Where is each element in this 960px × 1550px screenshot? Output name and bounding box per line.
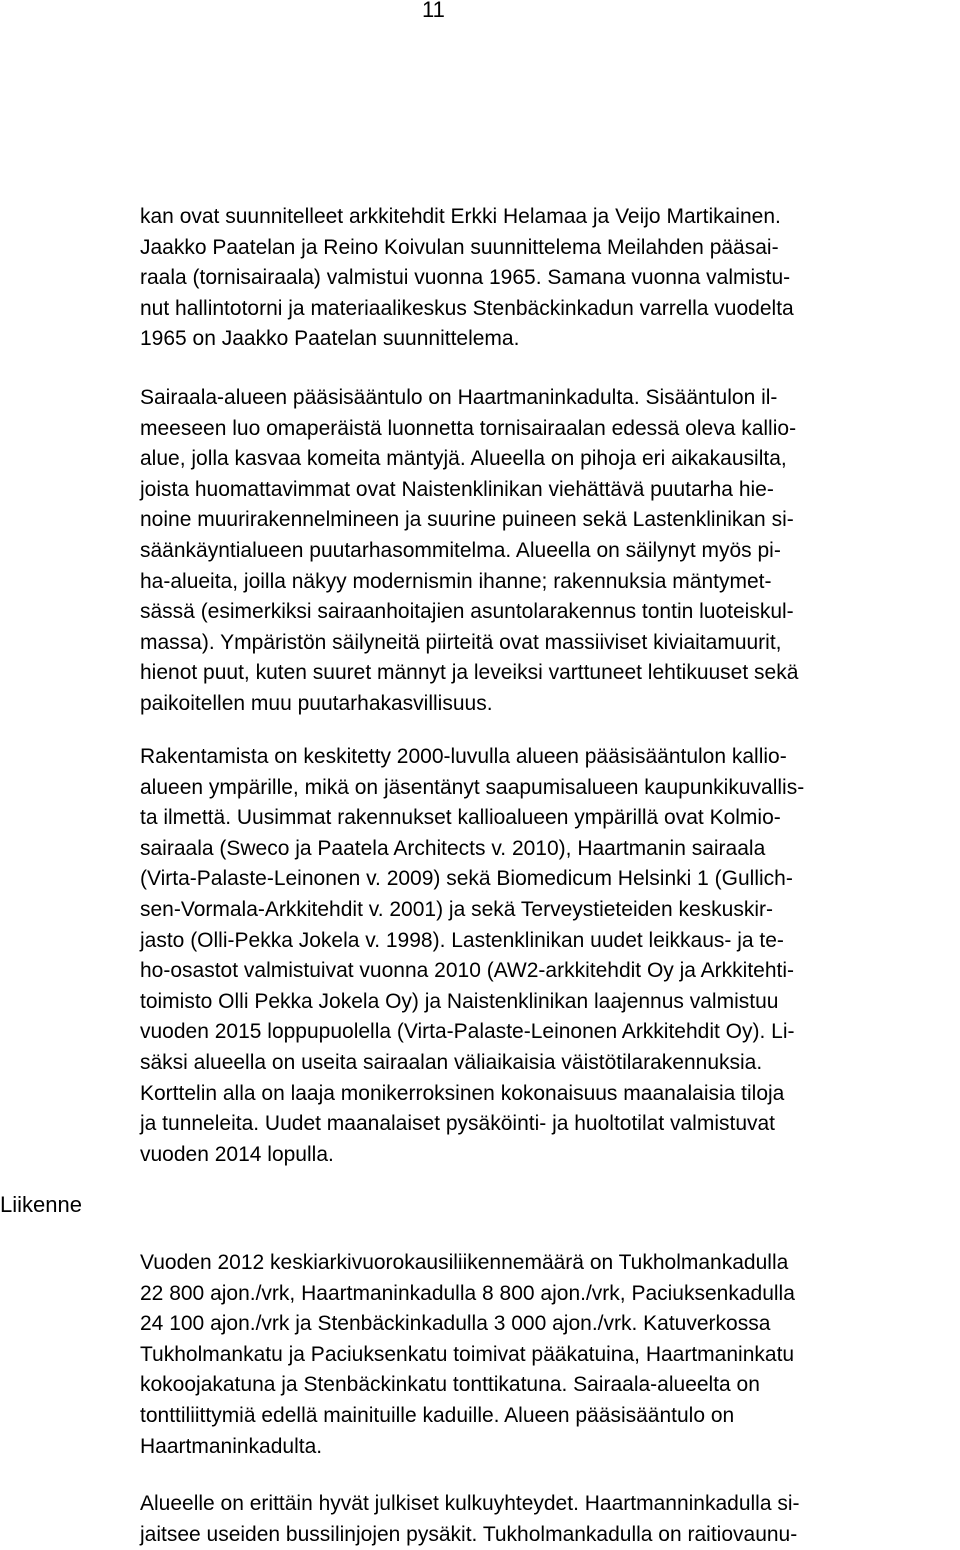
text-line: sen-Vormala-Arkkitehdit v. 2001) ja sekä Terveystieteiden keskuskir- [140, 897, 773, 921]
text-line: Tukholmankatu ja Paciuksenkatu toimivat pääkatuina, Haartmaninkatu [140, 1342, 795, 1366]
text-line: Alueelle on erittäin hyvät julkiset kulkuyhteydet. Haartmanninkadulla si- [140, 1492, 800, 1515]
text-line: Vuoden 2012 keskiarkivuorokausiliikennemäärä on Tukholmankadulla [140, 1251, 789, 1274]
text-line: Korttelin alla on laaja monikerroksinen kokonaisuus maanalaisia tiloja [140, 1081, 785, 1105]
text-line: massa). Ympäristön säilyneitä piirteitä ovat massiiviset kiviaitamuurit, [140, 630, 782, 654]
text-line: sässä (esimerkiksi sairaanhoitajien asuntolarakennus tontin luoteiskul- [140, 600, 794, 624]
text-line: 22 800 ajon./vrk, Haartmaninkadulla 8 800 ajon./vrk, Paciuksenkadulla [140, 1281, 795, 1305]
text-line: ta ilmettä. Uusimmat rakennukset kallioalueen ympärillä ovat Kolmio- [140, 806, 781, 830]
text-line: sairaala (Sweco ja Paatela Architects v. 2010), Haartmanin sairaala [140, 836, 766, 860]
text-line: kan ovat suunnitelleet arkkitehdit Erkki Helamaa ja Veijo Martikainen. [140, 205, 781, 228]
text-line: raala (tornisairaala) valmistui vuonna 1965. Samana vuonna valmistu- [140, 266, 791, 290]
text-line: Jaakko Paatelan ja Reino Koivulan suunnittelema Meilahden pääsai- [140, 235, 779, 259]
text-line: Sairaala-alueen pääsisääntulo on Haartmaninkadulta. Sisääntulon il- [140, 386, 778, 409]
text-line: Rakentamista on keskitetty 2000-luvulla alueen pääsisääntulon kallio- [140, 745, 787, 768]
text-line: 24 100 ajon./vrk ja Stenbäckinkadulla 3 000 ajon./vrk. Katuverkossa [140, 1312, 771, 1336]
text-line: noine muurirakennelmineen ja suurine puineen sekä Lastenklinikan si- [140, 508, 794, 532]
side-heading-liikenne: Liikenne [0, 1192, 82, 1217]
text-line: 1965 on Jaakko Paatelan suunnittelema. [140, 327, 520, 351]
text-line: meeseen luo omaperäistä luonnetta tornisairaalan edessä oleva kallio- [140, 416, 797, 440]
page-number: 11 [422, 0, 445, 22]
text-line: nut hallintotorni ja materiaalikeskus Stenbäckinkadun varrella vuodelta [140, 296, 794, 320]
text-line: tonttiliittymiä edellä mainituille kaduille. Alueen pääsisääntulo on [140, 1403, 735, 1427]
paragraph-main-entrance [140, 383, 960, 720]
text-line: (Virta-Palaste-Leinonen v. 2009) sekä Biomedicum Helsinki 1 (Gullich- [140, 867, 793, 891]
text-line: Haartmaninkadulta. [140, 1434, 323, 1458]
text-line: joista huomattavimmat ovat Naistenklinikan viehättävä puutarha hie- [140, 477, 774, 501]
text-line: kokoojakatuna ja Stenbäckinkatu tonttikatuna. Sairaala-alueelta on [140, 1373, 760, 1397]
text-line: toimisto Olli Pekka Jokela Oy) ja Naistenklinikan laajennus valmistuu [140, 989, 779, 1013]
text-line: paikoitellen muu puutarhakasvillisuus. [140, 691, 493, 715]
text-line: säänkäyntialueen puutarhasommitelma. Alueella on säilynyt myös pi- [140, 538, 781, 562]
paragraph-traffic-volumes [140, 1248, 960, 1462]
paragraph-construction [140, 742, 960, 1170]
text-line: vuoden 2014 lopulla. [140, 1142, 334, 1166]
paragraph-architects [140, 202, 960, 355]
text-line: jasto (Olli-Pekka Jokela v. 1998). Lastenklinikan uudet leikkaus- ja te- [140, 928, 784, 952]
text-line: vuoden 2015 loppupuolella (Virta-Palaste-Leinonen Arkkitehdit Oy). Li- [140, 1020, 795, 1044]
text-line: ja tunneleita. Uudet maanalaiset pysäköinti- ja huoltotilat valmistuvat [140, 1112, 776, 1136]
text-line: ho-osastot valmistuivat vuonna 2010 (AW2-arkkitehdit Oy ja Arkkitehti- [140, 959, 795, 983]
text-line: alueen ympärille, mikä on jäsentänyt saapumisalueen kaupunkikuvallis- [140, 775, 805, 799]
paragraph-public-transport [140, 1489, 960, 1550]
text-line: säksi alueella on useita sairaalan väliaikaisia väistötilarakennuksia. [140, 1050, 763, 1074]
text-line: jaitsee useiden bussilinjojen pysäkit. Tukholmankadulla on raitiovaunu- [140, 1522, 798, 1546]
text-line: hienot puut, kuten suuret männyt ja leveiksi varttuneet lehtikuuset sekä [140, 661, 799, 685]
text-line: ha-alueita, joilla näkyy modernismin ihanne; rakennuksia mäntymet- [140, 569, 772, 593]
text-line: alue, jolla kasvaa komeita mäntyjä. Alueella on pihoja eri aikakausilta, [140, 447, 787, 471]
